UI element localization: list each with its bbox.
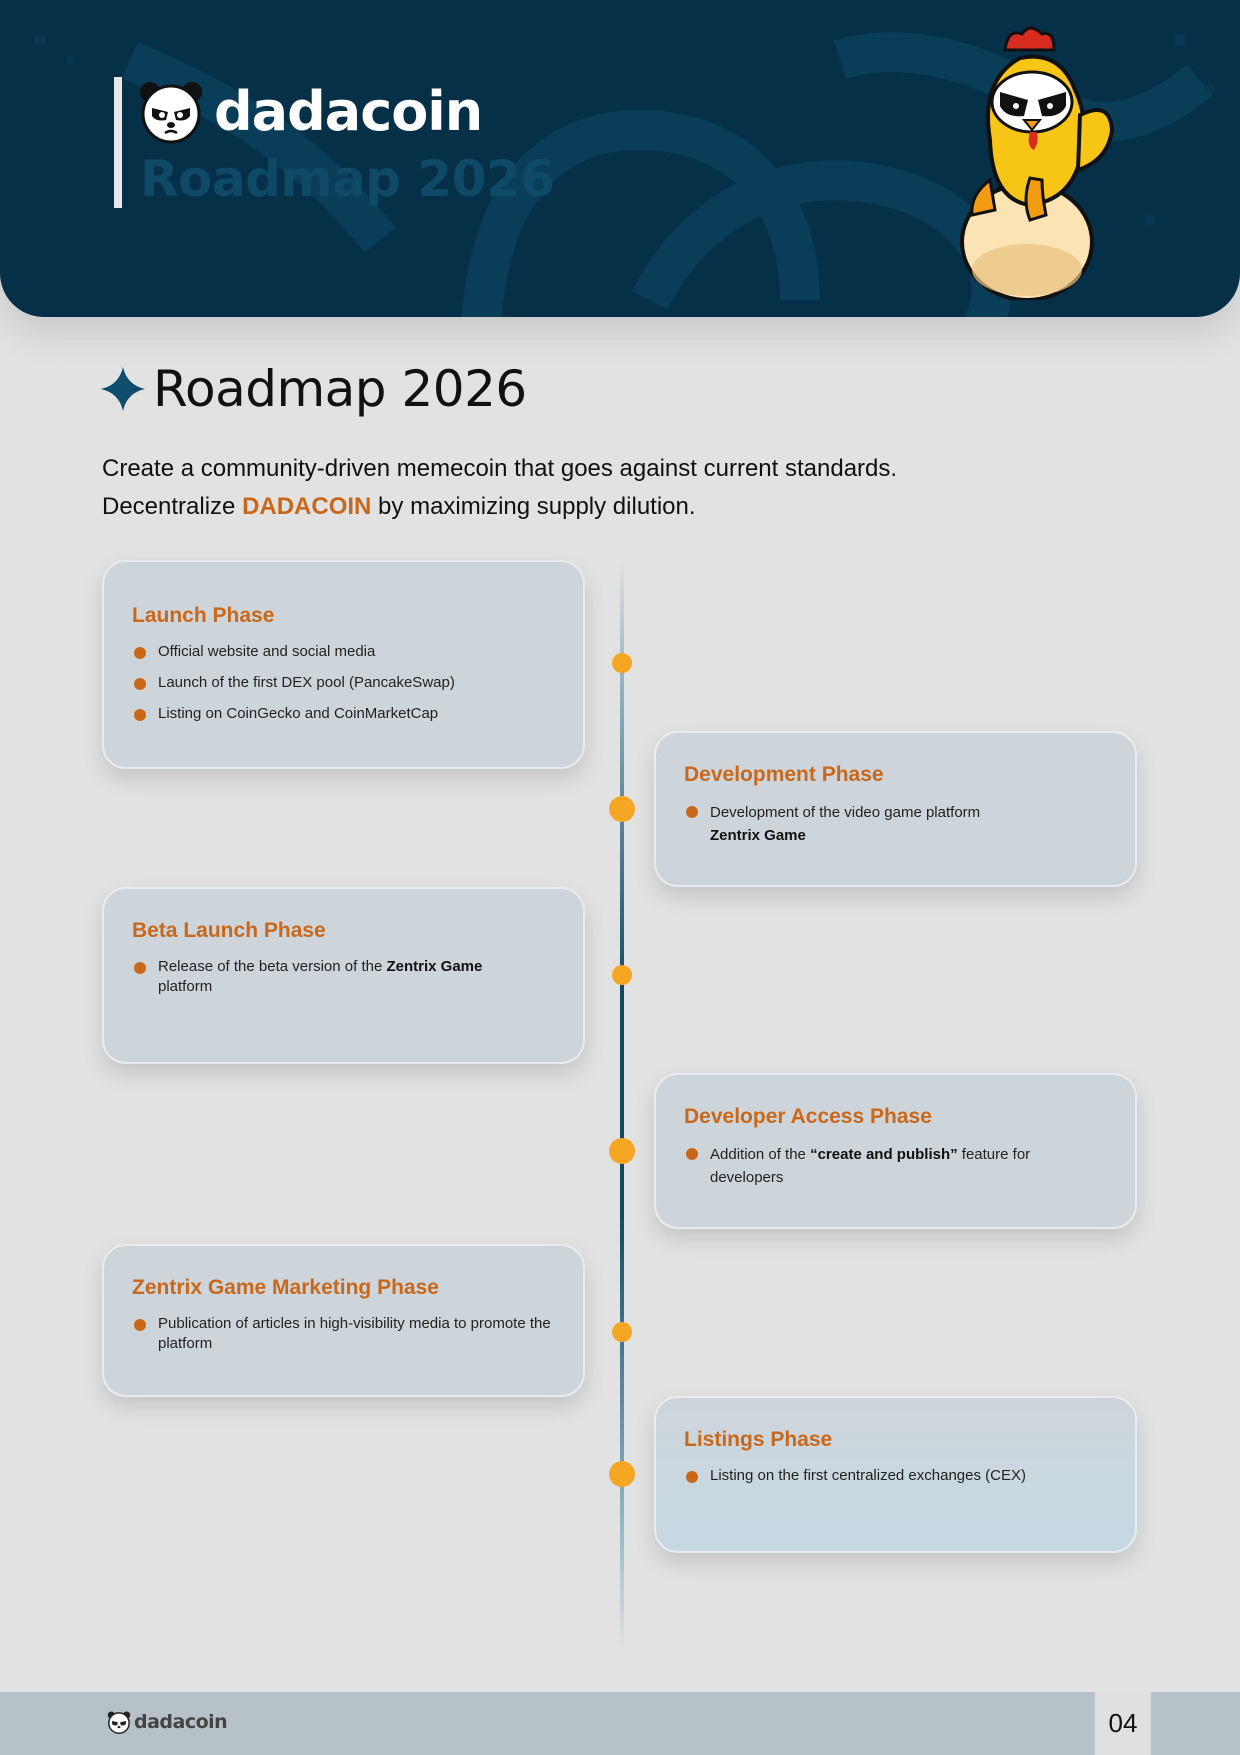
panda-logo-icon <box>107 1710 131 1734</box>
four-point-star-icon <box>101 367 145 411</box>
list-item <box>132 957 522 997</box>
page-title-row <box>101 360 527 418</box>
phase-title: Development Phase <box>684 763 884 786</box>
list-item <box>684 1143 1054 1189</box>
phase-card-development <box>654 731 1137 887</box>
timeline-dot <box>612 1322 632 1342</box>
item-text-post: feature for developers <box>710 1146 1031 1186</box>
item-text-post: platform <box>158 978 213 995</box>
phase-card-marketing <box>102 1244 585 1397</box>
intro-line-2-post: by maximizing supply dilution. <box>371 493 696 520</box>
item-text: Addition of the <box>710 1146 811 1163</box>
phase-title: Listings Phase <box>684 1428 833 1451</box>
phase-items <box>684 1143 1107 1189</box>
phase-items <box>684 801 1107 847</box>
timeline-dot <box>612 965 632 985</box>
list-item: Publication of articles in high-visibility media to promote the platform <box>132 1314 552 1354</box>
intro-highlight-dadacoin: DADACOIN <box>242 493 372 520</box>
item-bold-text: Zentrix Game <box>386 958 483 975</box>
footer <box>0 1692 1240 1755</box>
list-item: Listing on CoinGecko and CoinMarketCap <box>132 704 555 724</box>
footer-logo <box>107 1710 227 1734</box>
timeline-dot <box>612 653 632 673</box>
phase-items <box>132 642 555 724</box>
list-item: Listing on the first centralized exchanges (CEX) <box>684 1466 1107 1486</box>
phase-title: Launch Phase <box>132 604 275 627</box>
list-item <box>684 801 1107 847</box>
phase-title: Developer Access Phase <box>684 1105 932 1128</box>
intro-line-2 <box>102 488 897 526</box>
phase-card-listings <box>654 1396 1137 1553</box>
phase-items <box>132 957 555 997</box>
header-banner <box>0 0 1240 317</box>
phase-card-developer-access <box>654 1073 1137 1229</box>
item-bold-text: Zentrix Game <box>710 827 806 844</box>
phase-card-beta-launch <box>102 887 585 1064</box>
intro-line-1: Create a community-driven memecoin that goes against current standards. <box>102 455 898 482</box>
timeline-dot <box>609 1461 635 1487</box>
chicken-mascot-icon <box>950 20 1120 300</box>
phase-title: Beta Launch Phase <box>132 919 326 942</box>
timeline-dot <box>609 1138 635 1164</box>
panda-logo-icon <box>138 78 204 144</box>
intro-paragraph <box>102 450 897 526</box>
header-accent-bar <box>114 77 122 208</box>
item-bold-text: “create and publish” <box>810 1146 958 1163</box>
phase-title: Zentrix Game Marketing Phase <box>132 1276 439 1299</box>
item-text: Development of the video game platform <box>710 804 981 821</box>
phase-card-launch <box>102 560 585 769</box>
timeline-dot <box>609 796 635 822</box>
item-text: Release of the beta version of the <box>158 958 387 975</box>
list-item: Official website and social media <box>132 642 555 662</box>
phase-items <box>132 1314 555 1354</box>
phase-items <box>684 1466 1107 1486</box>
header-logo <box>138 78 482 144</box>
header-brand-name: dadacoin <box>214 79 483 143</box>
page-title: Roadmap 2026 <box>153 360 527 418</box>
header-subtitle: Roadmap 2026 <box>140 150 555 208</box>
page-number: 04 <box>1095 1692 1151 1755</box>
list-item: Launch of the first DEX pool (PancakeSwap) <box>132 673 555 693</box>
footer-brand-name: dadacoin <box>134 1711 228 1733</box>
intro-line-2-pre: Decentralize <box>102 493 243 520</box>
